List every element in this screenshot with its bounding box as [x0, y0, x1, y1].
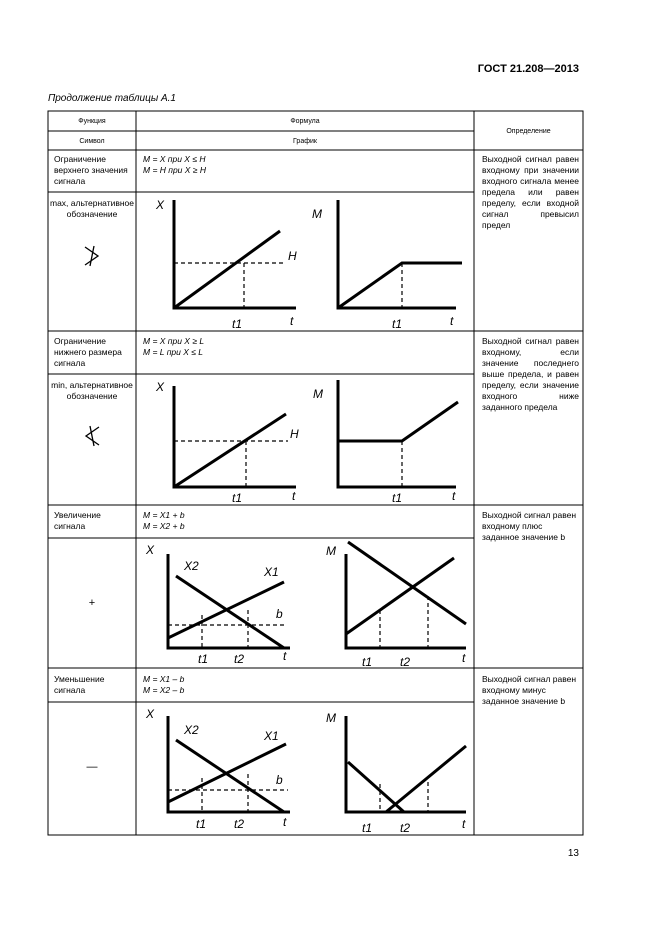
svg-text:M: M	[326, 711, 336, 725]
svg-text:t1: t1	[362, 821, 373, 835]
row4-formula-1: M = X1 – b	[143, 674, 185, 684]
col-header-function: Функция	[78, 118, 106, 125]
svg-text:t: t	[283, 649, 287, 663]
svg-text:X: X	[156, 380, 165, 394]
page-number: 13	[567, 848, 579, 859]
svg-text:H: H	[290, 427, 299, 441]
row4-symbol: —	[86, 761, 98, 773]
svg-text:t1: t1	[198, 652, 209, 666]
svg-text:t1: t1	[232, 317, 243, 331]
svg-text:H: H	[288, 249, 297, 263]
output-line	[338, 402, 458, 441]
row3-symbol: +	[88, 597, 96, 609]
svg-text:t1: t1	[392, 491, 403, 505]
axes	[346, 554, 466, 648]
svg-text:t1: t1	[232, 491, 243, 505]
axes	[338, 380, 456, 487]
axes	[174, 386, 296, 487]
row1-formula-2: M = H при X ≥ H	[143, 165, 206, 175]
axes	[338, 200, 456, 308]
svg-text:X: X	[146, 543, 155, 557]
svg-text:t: t	[292, 489, 296, 503]
svg-text:t: t	[290, 314, 294, 328]
row3-formula-1: M = X1 + b	[143, 510, 185, 520]
col-header-formula: Формула	[290, 118, 320, 125]
row4-function: Уменьшение сигнала	[54, 674, 105, 695]
svg-text:X1: X1	[264, 565, 279, 579]
svg-text:t2: t2	[400, 655, 411, 668]
svg-text:X2: X2	[184, 723, 199, 737]
svg-text:M: M	[313, 387, 323, 401]
out-line-2	[346, 558, 454, 634]
svg-text:X: X	[146, 707, 155, 721]
svg-text:X1: X1	[264, 729, 279, 743]
svg-text:t: t	[452, 489, 456, 503]
row3-formula-2: M = X2 + b	[143, 521, 185, 531]
svg-text:t2: t2	[234, 652, 245, 666]
svg-text:t: t	[462, 651, 466, 665]
svg-text:X: X	[156, 198, 165, 212]
col-header-definition: Определение	[506, 128, 551, 135]
col-header-symbol: Символ	[79, 138, 105, 145]
row1-symbol-note: max, альтернативное обозначение	[49, 198, 135, 219]
document-code: ГОСТ 21.208—2013	[477, 63, 579, 75]
row3-function: Увеличение сигнала	[54, 510, 101, 531]
max-limit-symbol-icon	[80, 244, 104, 268]
min-limit-symbol-icon	[80, 424, 104, 448]
input-line	[174, 414, 286, 487]
row2-formula-1: M = X при X ≥ L	[143, 336, 205, 346]
graph-signal-decrease	[136, 702, 474, 835]
svg-text:t1: t1	[196, 817, 207, 831]
svg-text:t1: t1	[392, 317, 403, 331]
svg-text:b: b	[276, 607, 283, 621]
svg-text:t2: t2	[234, 817, 245, 831]
x2-line	[176, 576, 284, 648]
row1-definition: Выходной сигнал равен входному при значении входного сигнала менее предела или равен пределу, если входной сигнал превысил предел	[482, 154, 579, 230]
table-continuation-caption: Продолжение таблицы А.1	[48, 93, 176, 104]
axes	[346, 716, 466, 812]
row3-definition: Выходной сигнал равен входному плюс заданное значение b	[482, 510, 577, 542]
graph-min-limit	[136, 374, 474, 505]
output-line	[338, 263, 462, 308]
graph-signal-increase	[136, 538, 474, 668]
row2-symbol-note: min, альтернативное обозначение	[51, 380, 133, 401]
x2-line	[176, 740, 284, 812]
svg-text:X2: X2	[184, 559, 199, 573]
row4-definition: Выходной сигнал равен входному минус заданное значение b	[482, 674, 577, 706]
svg-text:M: M	[312, 207, 322, 221]
axes	[174, 200, 296, 308]
graph-max-limit	[136, 192, 474, 331]
svg-text:b: b	[276, 773, 283, 787]
svg-text:t1: t1	[362, 655, 373, 668]
row2-definition: Выходной сигнал равен входному, если значение последнего выше предела, и равен пределу, если значение входного ниже заданного предела	[482, 336, 579, 412]
svg-text:t: t	[283, 815, 287, 829]
row1-function: Ограничение верхнего значения сигнала	[54, 154, 128, 186]
row2-function: Ограничение нижнего размера сигнала	[54, 336, 122, 368]
col-header-graph: График	[293, 138, 317, 145]
out-line-1	[348, 542, 466, 624]
out-line-2	[386, 746, 466, 812]
svg-text:t: t	[462, 817, 466, 831]
svg-text:M: M	[326, 544, 336, 558]
svg-text:t2: t2	[400, 821, 411, 835]
svg-text:t: t	[450, 314, 454, 328]
row2-formula-2: M = L при X ≤ L	[143, 347, 203, 357]
row4-formula-2: M = X2 – b	[143, 685, 185, 695]
row1-formula-1: M = X при X ≤ H	[143, 154, 206, 164]
input-line	[174, 231, 280, 308]
